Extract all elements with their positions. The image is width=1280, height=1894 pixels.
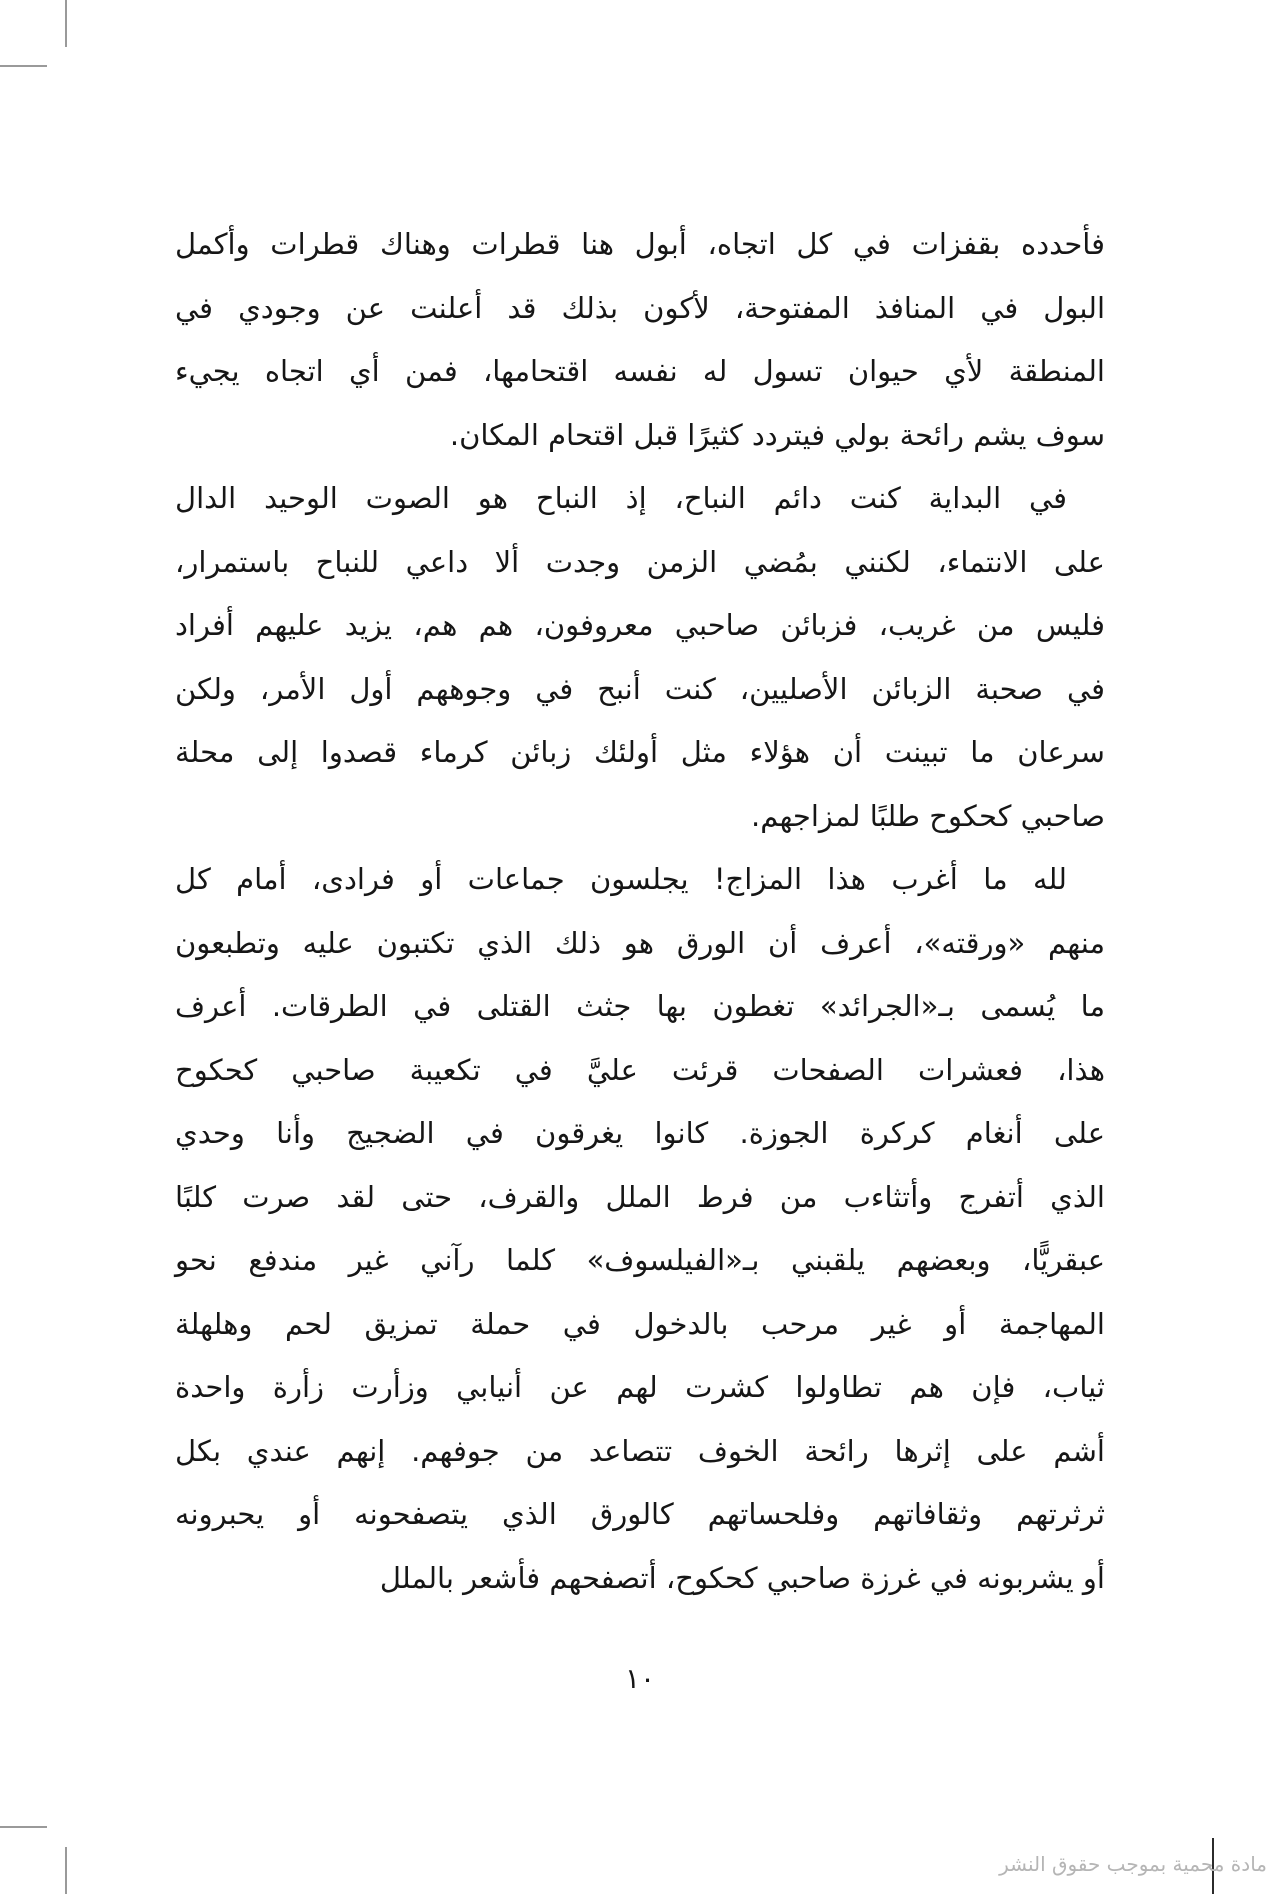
page-number: ١٠ bbox=[624, 1662, 656, 1695]
crop-mark-top-left-vertical bbox=[65, 0, 67, 47]
text-line: على أنغام كركرة الجوزة. كانوا يغرقون في الضجيج وأنا وحدي bbox=[175, 1116, 1105, 1150]
text-line: فأحدده بقفزات في كل اتجاه، أبول هنا قطرات وهناك قطرات وأكمل bbox=[175, 227, 1105, 261]
text-line: ثياب، فإن هم تطاولوا كشرت لهم عن أنيابي وزأرت زأرة واحدة bbox=[175, 1370, 1105, 1404]
text-line: عبقريًّا، وبعضهم يلقبني بـ«الفيلسوف» كلما رآني غير مندفع نحو bbox=[175, 1243, 1105, 1277]
copyright-watermark: مادة محمية بموجب حقوق النشر bbox=[999, 1852, 1267, 1876]
crop-mark-top-left-horizontal bbox=[0, 65, 47, 67]
text-line: البول في المنافذ المفتوحة، لأكون بذلك قد أعلنت عن وجودي في bbox=[175, 290, 1105, 325]
text-line: المنطقة لأي حيوان تسول له نفسه اقتحامها، فمن أي اتجاه يجيء bbox=[175, 354, 1105, 388]
crop-mark-bottom-left-vertical bbox=[65, 1847, 67, 1894]
text-line: أو يشربونه في غرزة صاحبي كحكوح، أتصفحهم فأشعر بالملل bbox=[379, 1560, 1105, 1595]
text-line: ثرثرتهم وثقافاتهم وفلحساتهم كالورق الذي يتصفحونه أو يحبرونه bbox=[175, 1497, 1105, 1531]
text-line: فليس من غريب، فزبائن صاحبي معروفون، هم هم، يزيد عليهم أفراد bbox=[175, 608, 1105, 642]
text-line: المهاجمة أو غير مرحب بالدخول في حملة تمزيق لحم وهلهلة bbox=[175, 1306, 1105, 1341]
text-line: هذا، فعشرات الصفحات قرئت عليَّ في تكعيبة صاحبي كحكوح bbox=[175, 1052, 1105, 1087]
text-line: ما يُسمى بـ«الجرائد» تغطون بها جثث القتلى في الطرقات. أعرف bbox=[175, 989, 1105, 1023]
text-block bbox=[175, 213, 1105, 1610]
text-line: في صحبة الزبائن الأصليين، كنت أنبح في وجوههم أول الأمر، ولكن bbox=[175, 671, 1105, 706]
text-line: منهم «ورقته»، أعرف أن الورق هو ذلك الذي تكتبون عليه وتطبعون bbox=[175, 925, 1105, 960]
text-line: سرعان ما تبينت أن هؤلاء مثل أولئك زبائن كرماء قصدوا إلى محلة bbox=[175, 735, 1105, 769]
text-line: صاحبي كحكوح طلبًا لمزاجهم. bbox=[751, 798, 1105, 833]
crop-mark-bottom-left-horizontal bbox=[0, 1826, 47, 1828]
text-line: في البداية كنت دائم النباح، إذ النباح هو الصوت الوحيد الدال bbox=[175, 481, 1067, 515]
text-line: أشم على إثرها رائحة الخوف تتصاعد من جوفهم. إنهم عندي بكل bbox=[175, 1433, 1105, 1468]
text-line: لله ما أغرب هذا المزاج! يجلسون جماعات أو فرادى، أمام كل bbox=[175, 862, 1067, 896]
text-line: الذي أتفرج وأتثاءب من فرط الملل والقرف، حتى لقد صرت كلبًا bbox=[175, 1179, 1105, 1214]
text-line: سوف يشم رائحة بولي فيتردد كثيرًا قبل اقتحام المكان. bbox=[449, 417, 1105, 452]
text-line: على الانتماء، لكنني بمُضي الزمن وجدت ألا داعي للنباح باستمرار، bbox=[175, 544, 1105, 579]
